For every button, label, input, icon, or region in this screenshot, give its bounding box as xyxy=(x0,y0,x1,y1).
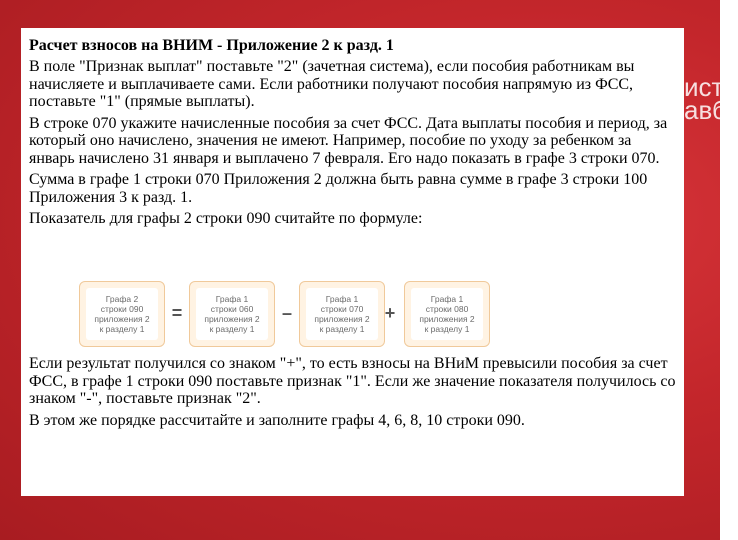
formula-box-line-080-label: Графа 1 строки 080 приложения 2 к разделу 1 xyxy=(411,288,483,340)
formula-plus-sign: + xyxy=(384,303,396,323)
formula-box-line-070 xyxy=(299,281,385,347)
formula-box-line-060 xyxy=(189,281,275,347)
formula-equals-sign: = xyxy=(171,303,183,323)
paragraph-5: Если результат получился со знаком "+", то есть взносы на ВНиМ превысили пособия за счет ФСС, в графе 1 строки 090 поставьте признак "1". Если же значение показателя получилось со знаком "-", поставьте признак "2". xyxy=(29,355,676,407)
paragraph-2: В строке 070 укажите начисленные пособия за счет ФСС. Дата выплаты пособия и период, за который оно начислено, значения не имеют. Например, пособие по уходу за ребенком за январь начислено 31 января и выплачено 7 февраля. Его надо показать в графе 3 строки 070. xyxy=(29,114,668,167)
formula-box-result-label: Графа 2 строки 090 приложения 2 к разделу 1 xyxy=(86,288,158,340)
paragraph-3: Сумма в графе 1 строки 070 Приложения 2 должна быть равна сумме в графе 3 строки 100 Приложения 3 к разд. 1. xyxy=(29,171,648,206)
formula-box-result xyxy=(79,281,165,347)
document-conclusion xyxy=(29,355,677,433)
paragraph-6: В этом же порядке рассчитайте и заполните графы 4, 6, 8, 10 строки 090. xyxy=(29,411,525,429)
formula-minus-sign: – xyxy=(281,303,292,323)
background-text-2: авб xyxy=(684,95,727,125)
paragraph-1: В поле "Признак выплат" поставьте "2" (зачетная система), если пособия работникам вы начисляете и выплачиваете сами. Если работники получают пособия напрямую из ФСС, поставьте "1" (прямые выплаты). xyxy=(29,58,635,110)
background-text-1: исте xyxy=(684,72,738,102)
formula-diagram xyxy=(79,281,479,349)
paragraph-4: Показатель для графы 2 строки 090 считайте по формуле: xyxy=(29,210,423,227)
document-content xyxy=(29,37,677,232)
formula-box-line-080 xyxy=(404,281,490,347)
document-title: Расчет взносов на ВНИМ - Приложение 2 к разд. 1 xyxy=(29,37,394,54)
formula-box-line-070-label: Графа 1 строки 070 приложения 2 к разделу 1 xyxy=(306,288,378,340)
document-sheet xyxy=(21,28,684,496)
formula-box-line-060-label: Графа 1 строки 060 приложения 2 к разделу 1 xyxy=(196,288,268,340)
